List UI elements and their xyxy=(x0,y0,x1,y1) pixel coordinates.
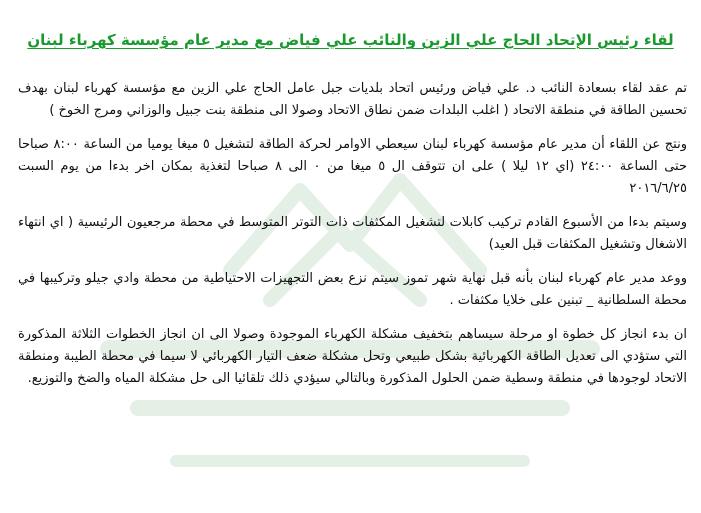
paragraph-3: وسيتم بدءا من الأسبوع القادم تركيب كابلات لتشغيل المكثفات ذات التوتر المتوسط في محطة مرجعيون الرئيسية ( اي انتهاء الاشغال وتشغيل المكثفات قبل العيد) xyxy=(18,215,687,252)
paragraph-1: تم عقد لقاء بسعادة النائب د. علي فياض ورئيس اتحاد بلديات جبل عامل الحاج علي الزين مع مؤسسة كهرباء لبنان بهدف تحسين الطاقة في منطقة الاتحاد ( اغلب البلدات ضمن نطاق الاتحاد وصولا الى منطقة بنت جبيل والوزاني ومرج الخوخ ) xyxy=(18,81,687,118)
paragraph-5: ان بدء انجاز كل خطوة او مرحلة سيساهم بتخفيف مشكلة الكهرباء الموجودة وصولا الى ان انجاز الخطوات الثلاثة المذكورة التي ستؤدي الى تعديل الطاقة الكهربائية بشكل طبيعي وتحل مشكلة ضعف التيار الكهربائي لا سيما في محطة الطيبة ومنطقة الاتحاد لوجودها في منطقة وسطية ضمن الحلول المذكورة وبالتالي سيؤدي ذلك تلقائيا الى حل مشكلة المياه والضخ والتوزيع. xyxy=(18,327,687,386)
article-body xyxy=(18,78,687,402)
paragraph-2: ونتج عن اللقاء أن مدير عام مؤسسة كهرباء لبنان سيعطي الاوامر لحركة الطاقة لتشغيل ٥ ميغا يوميا من الساعة ٨:٠٠ صباحا حتى الساعة ٢٤:٠٠ (اي ١٢ ليلا ) على ان تتوقف ال ٥ ميغا من ٠ الى ٨ صباحا لتغذية بمكان اخر بدءا من يوم السبت ٢٠١٦/٦/٢٥ xyxy=(18,137,688,196)
page-title: لقاء رئيس الإتحاد الحاج علي الزين والنائب علي فياض مع مدير عام مؤسسة كهرباء لبنان xyxy=(27,31,674,49)
paragraph-4: ووعد مدير عام كهرباء لبنان بأنه قبل نهاية شهر تموز سيتم نزع بعض التجهيزات الاحتياطية من محطة وادي جيلو وتركيبها في محطة السلطانية _ تبنين على خلايا مكثفات . xyxy=(18,271,687,308)
